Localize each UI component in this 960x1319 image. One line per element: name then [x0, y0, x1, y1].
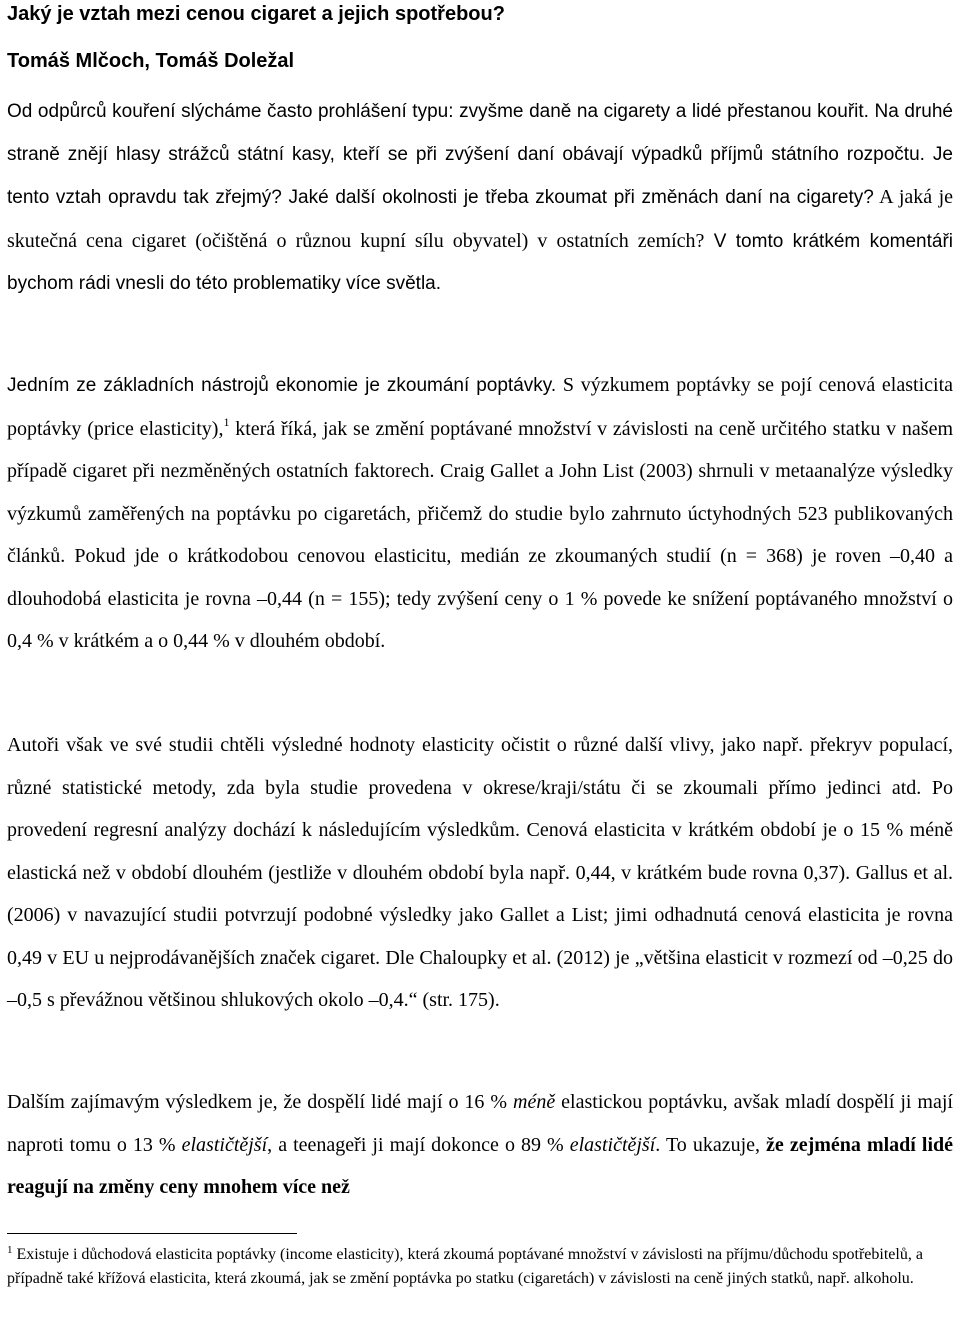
- intro-text-2: A jaká je skutečná cena cigaret (očištěná o různou kupní sílu obyvatel) v ostatních zemích?: [7, 186, 954, 252]
- age-text-more-italic-1: elastičtější: [181, 1133, 268, 1156]
- footnote: [7, 1243, 953, 1290]
- intro-text-3: V tomto krátkém komentáři bychom rádi vnesli do této problematiky více světla.: [7, 230, 953, 294]
- demand-lead-text: Jedním ze základních nástrojů ekonomie je zkoumání poptávky.: [7, 375, 557, 396]
- footnote-divider: [7, 1233, 297, 1234]
- footnote-number: 1: [7, 1244, 13, 1256]
- intro-text-1: Od odpůrců kouření slýcháme často prohlášení typu: zvyšme daně na cigarety a lidé přestanou kouřit. Na druhé straně znějí hlasy strážců státní kasy, kteří se při zvýšení daní obávají výpadků příjmů státního rozpočtu. Je tento vztah opravdu tak zřejmý? Jaké další okolnosti je třeba zkoumat při změnách daní na cigarety?: [7, 101, 953, 208]
- demand-text-c: která říká, jak se změní poptávané množství v závislosti na ceně určitého statku v našem případě cigaret při nezměněných ostatních faktorech. Craig Gallet a John List (2003) shrnuli v metaanalýze výsledky výzkumů zaměřených na poptávku po cigaretách, přičemž do studie bylo zahrnuto úctyhodných 523 publikovaných článků. Pokud jde o krátkodobou cenovou elasticitu, medián ze zkoumaných studií (n = 368) je roven –0,40 a dlouhodobá elasticita je rovna –0,44 (n = 155); tedy zvýšení ceny o 1 % povede ke snížení poptávaného množství o 0,4 % v krátkém a o 0,44 % v dlouhém období.: [7, 417, 954, 652]
- intro-paragraph: [7, 91, 953, 306]
- age-text-more-italic-2: elastičtější: [569, 1133, 656, 1156]
- age-text-e: , a teenageři ji mají dokonce o 89 %: [267, 1133, 570, 1156]
- results-paragraph: Autoři však ve své studii chtěli výsledné hodnoty elasticity očistit o různé další vlivy, jako např. překryv populací, různé statistické metody, zda byla studie provedena v okrese/kraji/státu či se zkoumali přímo jedinci atd. Po provedení regresní analýzy dochází k následujícím výsledkům. Cenová elasticita v krátkém období je o 15 % méně elastická než v období dlouhém (jestliže v dlouhém období byla např. 0,44, v krátkém bude rovna 0,37). Gallus et al. (2006) v navazující studii potvrzují podobné výsledky jako Gallet a List; jimi odhadnutá cenová elasticita je rovna 0,49 v EU u nejprodávanějších značek cigaret. Dle Chaloupky et al. (2012) je „většina elasticit v rozmezí od –0,25 do –0,5 s převážnou většinou shlukových okolo –0,4.“ (str. 175).: [7, 734, 953, 1011]
- age-text-c: elastickou poptávku, avšak mladí dospělí ji mají naproti tomu o 13 %: [7, 1091, 953, 1156]
- demand-paragraph: [7, 364, 953, 663]
- age-text-g: . To ukazuje,: [655, 1133, 767, 1156]
- age-text-bold-emphasis: že zejména mladí lidé reagují na změny ceny mnohem více než: [7, 1133, 953, 1198]
- article-authors: Tomáš Mlčoch, Tomáš Doležal: [7, 50, 295, 72]
- footnote-ref[interactable]: 1: [223, 414, 230, 429]
- article-title: Jaký je vztah mezi cenou cigaret a jejich spotřebou?: [7, 3, 505, 25]
- demand-text-b: S výzkumem poptávky se pojí cenová elasticita poptávky (price elasticity),: [7, 374, 953, 440]
- age-text-a: Dalším zajímavým výsledkem je, že dospělí lidé mají o 16 %: [7, 1091, 514, 1113]
- age-paragraph: [7, 1081, 953, 1209]
- age-text-less-italic: méně: [513, 1091, 556, 1113]
- footnote-text: Existuje i důchodová elasticita poptávky (income elasticity), která zkoumá poptávané množství v závislosti na příjmu/důchodu spotřebitelů, a případně také křížová elasticita, která zkoumá, jak se změní poptávka po statku (cigaretách) v závislosti na ceně jiných statků, např. alkoholu.: [7, 1246, 923, 1287]
